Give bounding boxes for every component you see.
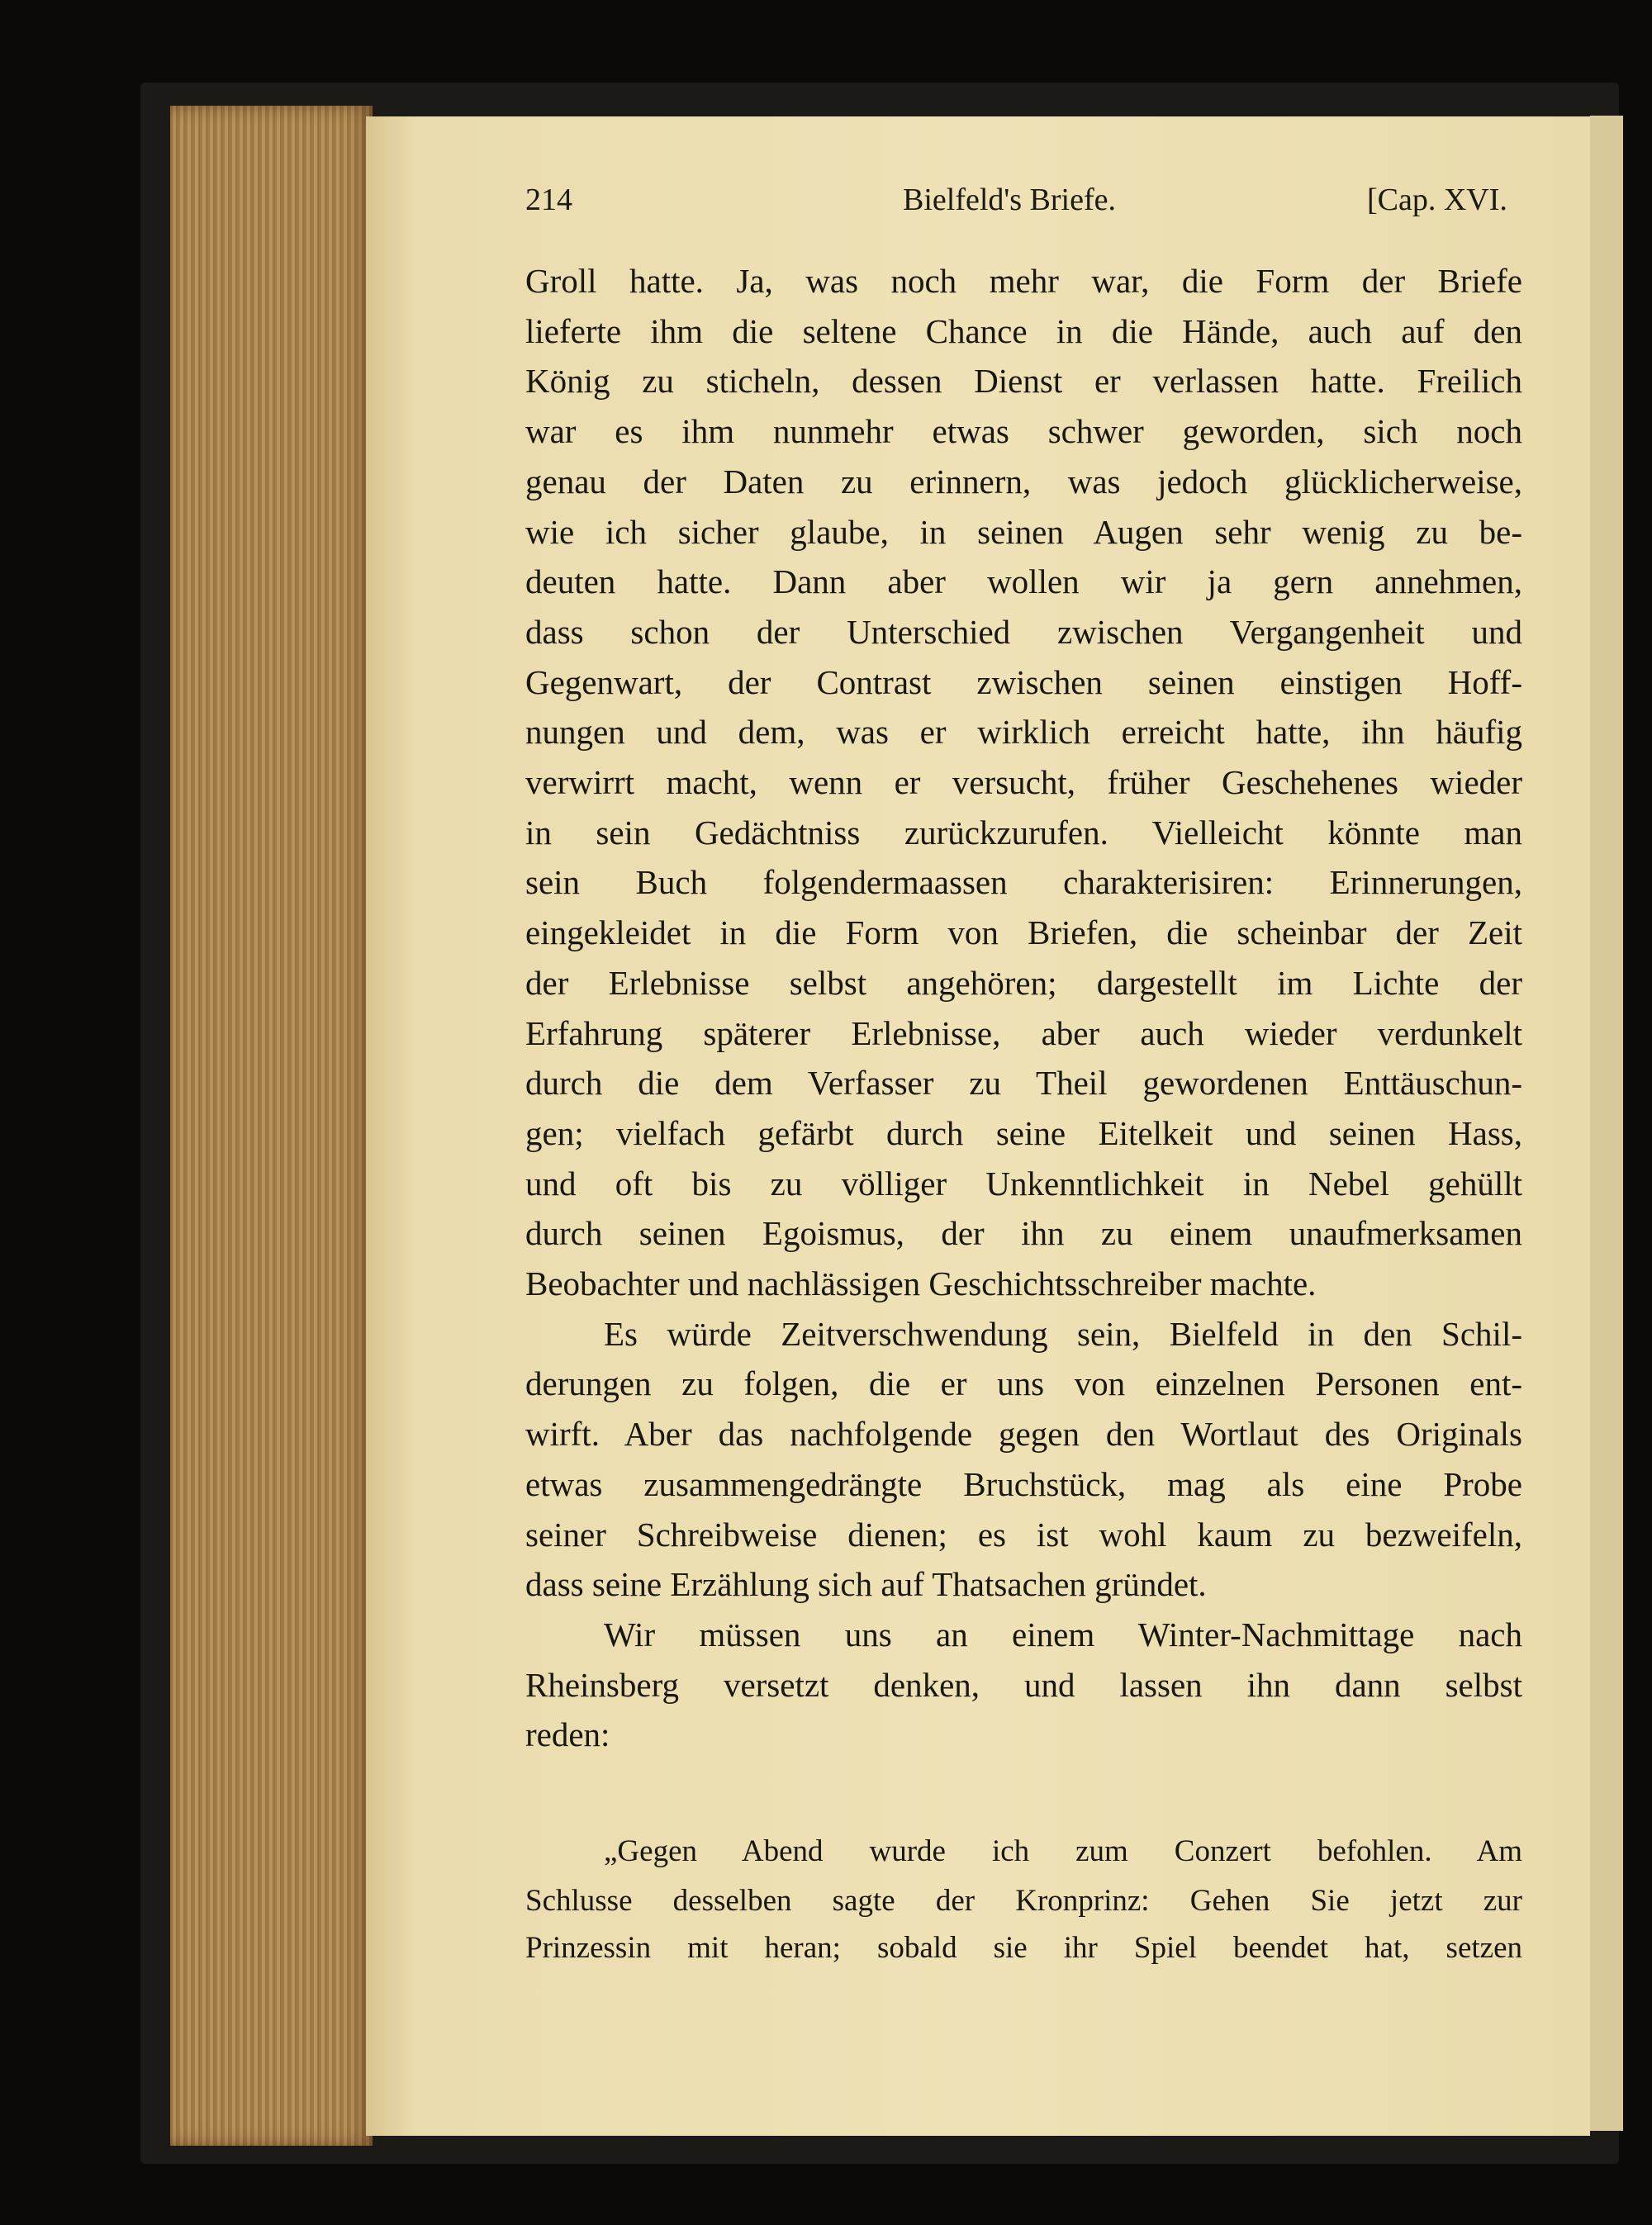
text-line: Gegenwart, der Contrast zwischen seinen einstigen Hoff- xyxy=(525,662,1522,701)
text-line: Groll hatte. Ja, was noch mehr war, die Form der Briefe xyxy=(525,262,1522,300)
text-line: dass seine Erzählung sich auf Thatsachen gründet. xyxy=(525,1565,1207,1604)
text-line: König zu sticheln, dessen Dienst er verlassen hatte. Freilich xyxy=(525,362,1522,401)
quote-line: Schlusse desselben sagte der Kronprinz: Gehen Sie jetzt zur xyxy=(525,1884,1522,1918)
text-line: und oft bis zu völliger Unkenntlichkeit in Nebel gehüllt xyxy=(525,1164,1522,1203)
quote-line: Prinzessin mit heran; sobald sie ihr Spiel beendet hat, setzen xyxy=(525,1931,1522,1965)
facing-page-edge xyxy=(1590,116,1623,2131)
text-line: der Erlebnisse selbst angehören; dargestellt im Lichte der xyxy=(525,963,1522,1002)
text-line: Wir müssen uns an einem Winter-Nachmittage nach xyxy=(604,1615,1522,1653)
text-line: deuten hatte. Dann aber wollen wir ja gern annehmen, xyxy=(525,562,1522,601)
text-line: eingekleidet in die Form von Briefen, die scheinbar der Zeit xyxy=(525,913,1522,952)
running-title: Bielfeld's Briefe. xyxy=(903,183,1116,217)
text-line: genau der Daten zu erinnern, was jedoch glücklicherweise, xyxy=(525,462,1522,501)
text-line: seiner Schreibweise dienen; es ist wohl kaum zu bezweifeln, xyxy=(525,1515,1522,1554)
text-line: durch die dem Verfasser zu Theil gewordenen Enttäuschun- xyxy=(525,1064,1522,1103)
text-line: in sein Gedächtniss zurückzurufen. Vielleicht könnte man xyxy=(525,813,1522,852)
text-line: nungen und dem, was er wirklich erreicht hatte, ihn häufig xyxy=(525,713,1522,752)
text-line: derungen zu folgen, die er uns von einzelnen Personen ent- xyxy=(525,1364,1522,1403)
text-line: Rheinsberg versetzt denken, und lassen ihn dann selbst xyxy=(525,1665,1522,1704)
text-line: gen; vielfach gefärbt durch seine Eitelkeit und seinen Hass, xyxy=(525,1113,1522,1152)
text-line: wie ich sicher glaube, in seinen Augen sehr wenig zu be- xyxy=(525,512,1522,551)
text-line: reden: xyxy=(525,1715,610,1754)
text-line: war es ihm nunmehr etwas schwer geworden, sich noch xyxy=(525,412,1522,451)
text-line: Es würde Zeitverschwendung sein, Bielfeld in den Schil- xyxy=(604,1314,1522,1353)
text-line: Erfahrung späterer Erlebnisse, aber auch wieder verdunkelt xyxy=(525,1013,1522,1052)
text-line: dass schon der Unterschied zwischen Vergangenheit und xyxy=(525,612,1522,651)
quote-line: „Gegen Abend wurde ich zum Conzert befohlen. Am xyxy=(604,1834,1522,1868)
text-line: lieferte ihm die seltene Chance in die Hände, auch auf den xyxy=(525,311,1522,350)
chapter-label: [Cap. XVI. xyxy=(1367,183,1507,217)
text-line: wirft. Aber das nachfolgende gegen den Wortlaut des Originals xyxy=(525,1415,1522,1454)
text-line: Beobachter und nachlässigen Geschichtsschreiber machte. xyxy=(525,1264,1317,1302)
text-line: etwas zusammengedrängte Bruchstück, mag als eine Probe xyxy=(525,1464,1522,1503)
text-line: durch seinen Egoismus, der ihn zu einem unaufmerksamen xyxy=(525,1214,1522,1253)
page-edges xyxy=(170,106,373,2146)
text-line: verwirrt macht, wenn er versucht, früher Geschehenes wieder xyxy=(525,763,1522,801)
text-line: sein Buch folgendermaassen charakterisiren: Erinnerungen, xyxy=(525,863,1522,902)
page-number: 214 xyxy=(525,183,572,217)
